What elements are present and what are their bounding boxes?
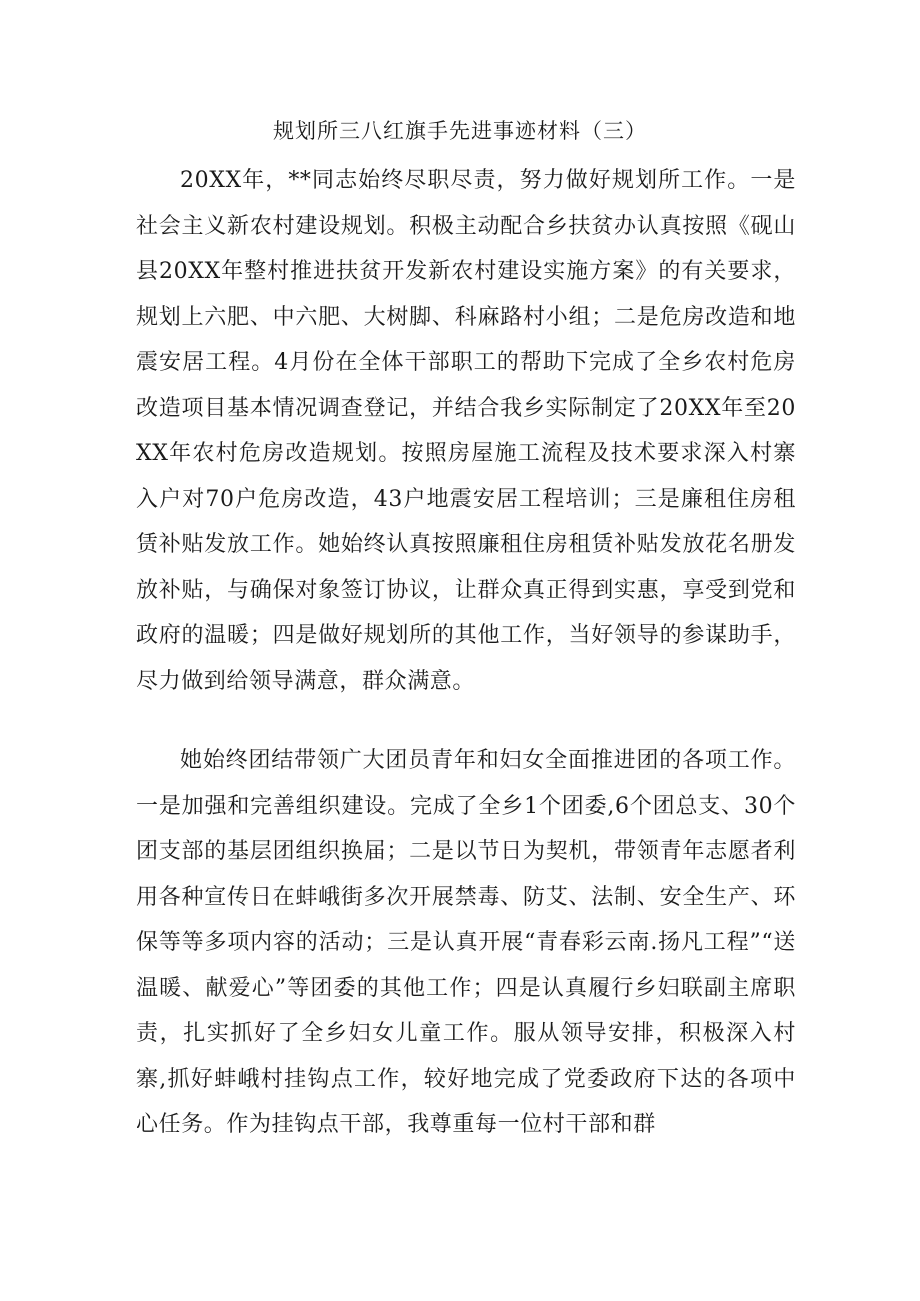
document-title: 规划所三八红旗手先进事迹材料（三） (273, 119, 647, 143)
paragraph-league-work: 她始终团结带领广大团员青年和妇女全面推进团的各项工作。一是加强和完善组织建设。完成了全乡1个团委,6个团总支、30个团支部的基层团组织换届；二是以节日为契机，带领青年志愿者利用各种宣传日在蚌峨街多次开展禁毒、防艾、法制、安全生产、环保等等多项内容的活动；三是认真开展“青春彩云南.扬凡工程”“送温暖、献爱心”等团委的其他工作；四是认真履行乡妇联副主席职责，扎实抓好了全乡妇女儿童工作。服从领导安排，积极深入村寨,抓好蚌峨村挂钩点工作，较好地完成了党委政府下达的各项中心任务。作为挂钩点干部，我尊重每一位村干部和群 (136, 748, 796, 1137)
paragraph-planning-work: 20XX年，**同志始终尽职尽责，努力做好规划所工作。一是社会主义新农村建设规划。积极主动配合乡扶贫办认真按照《砚山县20XX年整村推进扶贫开发新农村建设实施方案》的有关要求，规划上六肥、中六肥、大树脚、科麻路村小组；二是危房改造和地震安居工程。4月份在全体干部职工的帮助下完成了全乡农村危房改造项目基本情况调查登记，并结合我乡实际制定了20XX年至20XX年农村危房改造规划。按照房屋施工流程及技术要求深入村寨入户对70户危房改造，43户地震安居工程培训；三是廉租住房租赁补贴发放工作。她始终认真按照廉租住房租赁补贴发放花名册发放补贴，与确保对象签订协议，让群众真正得到实惠，享受到党和政府的温暖；四是做好规划所的其他工作，当好领导的参谋助手，尽力做到给领导满意，群众满意。 (136, 168, 796, 694)
